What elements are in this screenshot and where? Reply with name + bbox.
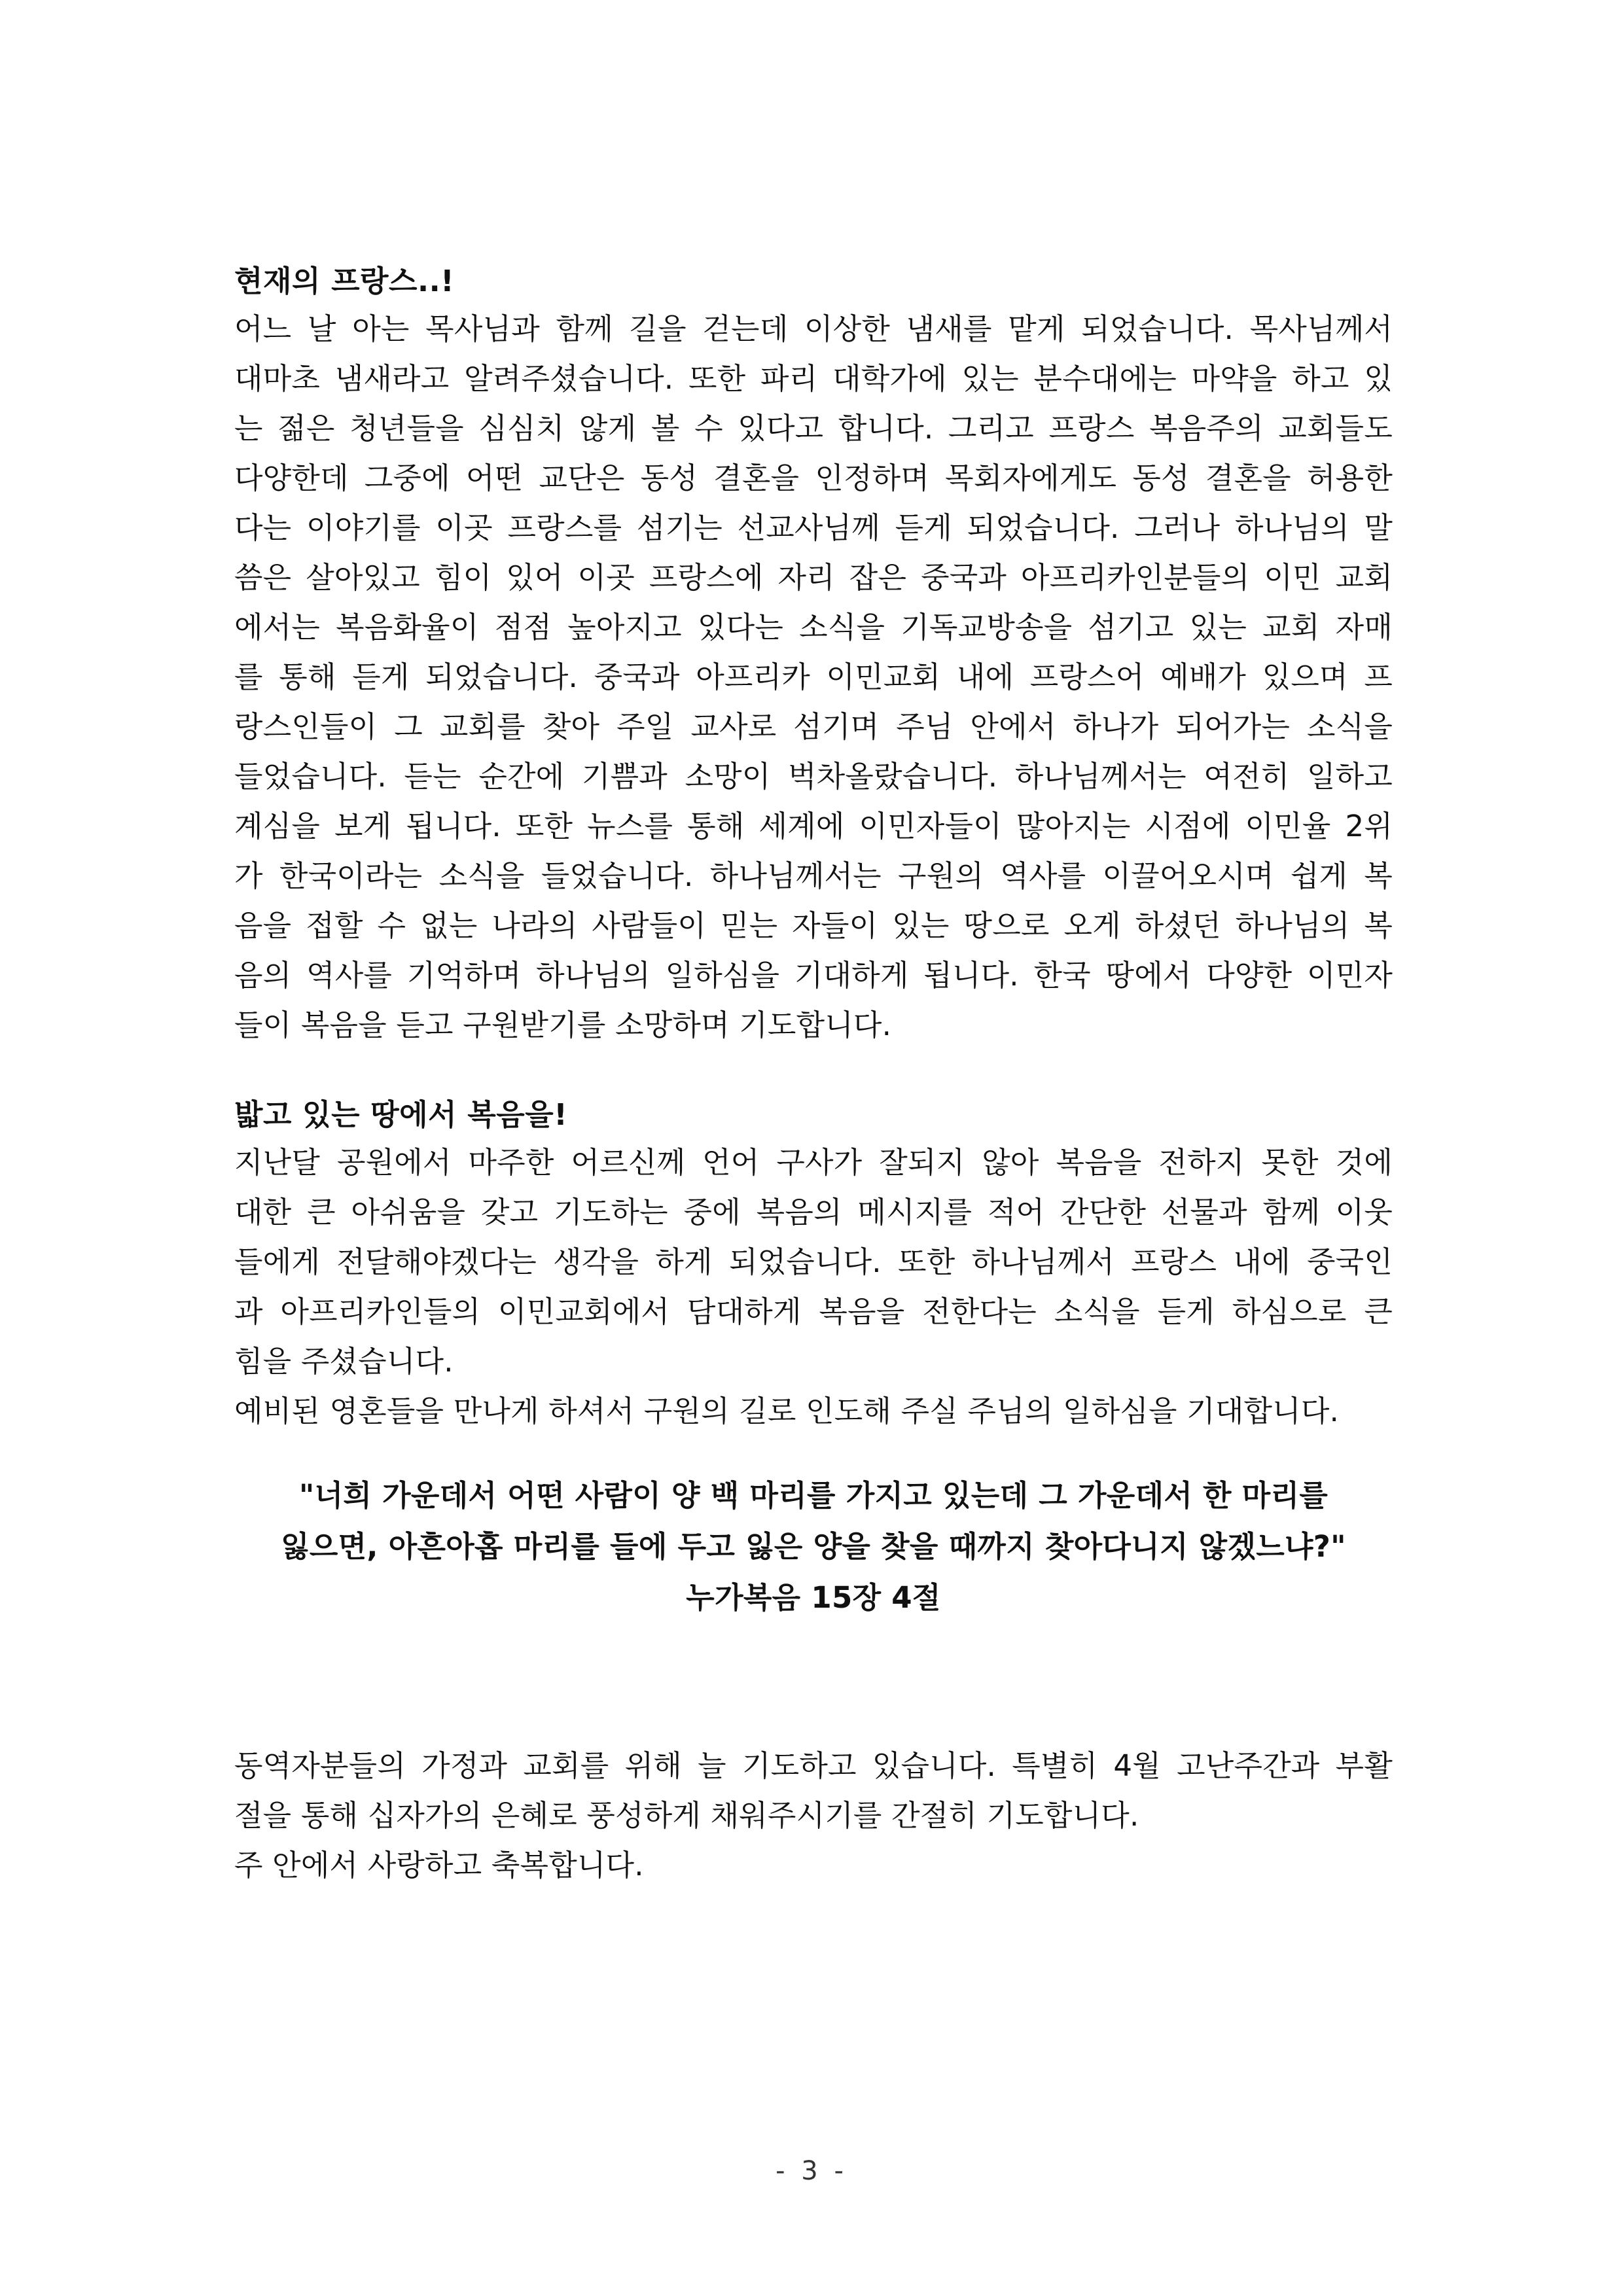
body-line: 들이 복음을 듣고 구원받기를 소망하며 기도합니다. (234, 1008, 892, 1042)
body-line: 다는 이야기를 이곳 프랑스를 섬기는 선교사님께 듣게 되었습니다. 그러나 하나님의 말 (234, 510, 1393, 545)
body-line: 는 젊은 청년들을 심심치 않게 볼 수 있다고 합니다. 그리고 프랑스 복음주의 교회들도 (234, 411, 1393, 446)
body-line: 들에게 전달해야겠다는 생각을 하게 되었습니다. 또한 하나님께서 프랑스 내에 중국인 (234, 1245, 1393, 1279)
bible-verse-quote (234, 1470, 1393, 1623)
body-line: 과 아프리카인들의 이민교회에서 담대하게 복음을 전한다는 소식을 듣게 하심으로 큰 (234, 1294, 1393, 1329)
body-line: 절을 통해 십자가의 은혜로 풍성하게 채워주시기를 간절히 기도합니다. (234, 1798, 1139, 1833)
page-content (234, 258, 1393, 1890)
body-line: 가 한국이라는 소식을 들었습니다. 하나님께서는 구원의 역사를 이끌어오시며 쉽게 복 (234, 858, 1393, 893)
closing-paragraph (234, 1741, 1393, 1890)
body-line: 지난달 공원에서 마주한 어르신께 언어 구사가 잘되지 않아 복음을 전하지 못한 것에 (234, 1145, 1393, 1180)
body-line: 음의 역사를 기억하며 하나님의 일하심을 기대하게 됩니다. 한국 땅에서 다양한 이민자 (234, 958, 1393, 993)
body-line: 동역자분들의 가정과 교회를 위해 늘 기도하고 있습니다. 특별히 4월 고난주간과 부활 (234, 1748, 1393, 1783)
body-line: 씀은 살아있고 힘이 있어 이곳 프랑스에 자리 잡은 중국과 아프리카인분들의 이민 교회 (234, 560, 1393, 595)
section-body (234, 304, 1393, 1050)
verse-reference: 누가복음 15장 4절 (686, 1580, 941, 1615)
verse-line: 잃으면, 아흔아홉 마리를 들에 두고 잃은 양을 찾을 때까지 찾아다니지 않겠느냐?" (281, 1529, 1346, 1564)
body-line: 예비된 영혼들을 만나게 하셔서 구원의 길로 인도해 주실 주님의 일하심을 기대합니다. (234, 1394, 1339, 1428)
page-number: - 3 - (776, 2156, 847, 2186)
body-line: 들었습니다. 듣는 순간에 기쁨과 소망이 벅차올랐습니다. 하나님께서는 여전히 일하고 (234, 759, 1393, 794)
body-line: 음을 접할 수 없는 나라의 사람들이 믿는 자들이 있는 땅으로 오게 하셨던 하나님의 복 (234, 908, 1393, 943)
section-body (234, 1138, 1393, 1436)
body-line: 주 안에서 사랑하고 축복합니다. (234, 1848, 644, 1882)
body-line: 힘을 주셨습니다. (234, 1344, 454, 1379)
section-heading: 현재의 프랑스..! (234, 264, 455, 298)
body-line: 다양한데 그중에 어떤 교단은 동성 결혼을 인정하며 목회자에게도 동성 결혼을 허용한 (234, 461, 1393, 495)
section-heading: 밟고 있는 땅에서 복음을! (234, 1097, 568, 1132)
section-gospel-on-land (234, 1092, 1393, 1436)
body-line: 랑스인들이 그 교회를 찾아 주일 교사로 섬기며 주님 안에서 하나가 되어가는 소식을 (234, 709, 1393, 744)
body-line: 계심을 보게 됩니다. 또한 뉴스를 통해 세계에 이민자들이 많아지는 시점에 이민율 2위 (234, 809, 1393, 843)
body-line: 대마초 냄새라고 알려주셨습니다. 또한 파리 대학가에 있는 분수대에는 마약을 하고 있 (234, 361, 1393, 396)
verse-line: "너희 가운데서 어떤 사람이 양 백 마리를 가지고 있는데 그 가운데서 한 마리를 (298, 1478, 1329, 1513)
body-line: 대한 큰 아쉬움을 갖고 기도하는 중에 복음의 메시지를 적어 간단한 선물과 함께 이웃 (234, 1195, 1393, 1229)
body-line: 어느 날 아는 목사님과 함께 길을 걷는데 이상한 냄새를 맡게 되었습니다. 목사님께서 (234, 311, 1393, 346)
body-line: 에서는 복음화율이 점점 높아지고 있다는 소식을 기독교방송을 섬기고 있는 교회 자매 (234, 610, 1393, 645)
section-current-france (234, 258, 1393, 1050)
body-line: 를 통해 듣게 되었습니다. 중국과 아프리카 이민교회 내에 프랑스어 예배가 있으며 프 (234, 660, 1393, 694)
